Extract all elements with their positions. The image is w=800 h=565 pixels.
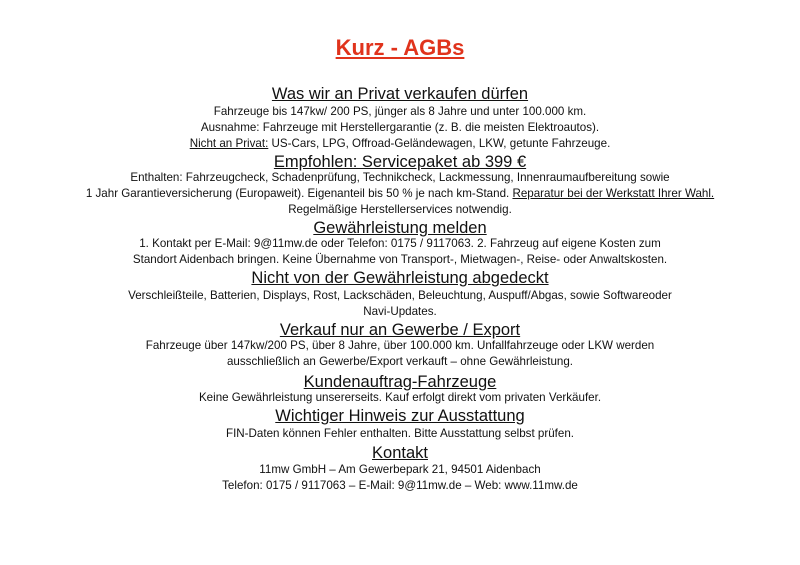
heading-private-sales: Was wir an Privat verkaufen dürfen: [271, 85, 529, 103]
contact-address: 11mw GmbH – Am Gewerbepark 21, 94501 Aidenbach: [259, 463, 541, 476]
heading-report-warranty: Gewährleistung melden: [313, 219, 487, 237]
trade-export-line-1: Fahrzeuge über 147kw/200 PS, über 8 Jahre, über 100.000 km. Unfallfahrzeuge oder LKW werden: [145, 339, 655, 352]
trade-export-line-2: ausschließlich an Gewerbe/Export verkauft – ohne Gewährleistung.: [226, 355, 574, 368]
not-private-list: US-Cars, LPG, Offroad-Geländewagen, LKW, getunte Fahrzeuge.: [268, 137, 611, 150]
not-private-label: Nicht an Privat:: [189, 137, 269, 150]
customer-order-line-1: Keine Gewährleistung unsererseits. Kauf erfolgt direkt vom privaten Verkäufer.: [198, 391, 602, 404]
heading-contact: Kontakt: [372, 444, 428, 462]
workshop-choice-note: Reparatur bei der Werkstatt Ihrer Wahl.: [512, 187, 715, 200]
heading-customer-order: Kundenauftrag-Fahrzeuge: [303, 373, 497, 391]
report-warranty-line-2: Standort Aidenbach bringen. Keine Übernahme von Transport-, Mietwagen-, Reise- oder Anwaltskosten.: [132, 253, 668, 266]
service-package-line-2: [0, 186, 800, 202]
equipment-notice-line-1: FIN-Daten können Fehler enthalten. Bitte Ausstattung selbst prüfen.: [225, 427, 575, 440]
private-sales-line-1: Fahrzeuge bis 147kw/ 200 PS, jünger als 8 Jahre und unter 100.000 km.: [213, 105, 587, 118]
report-warranty-line-1: 1. Kontakt per E-Mail: 9@11mw.de oder Telefon: 0175 / 9117063. 2. Fahrzeug auf eigene Kosten zum: [139, 237, 661, 250]
heading-service-package: Empfohlen: Servicepaket ab 399 €: [273, 153, 527, 171]
heading-trade-export: Verkauf nur an Gewerbe / Export: [279, 321, 521, 339]
service-package-warranty: 1 Jahr Garantieversicherung (Europaweit). Eigenanteil bis 50 % je nach km-Stand.: [85, 187, 513, 200]
not-covered-line-1: Verschleißteile, Batterien, Displays, Rost, Lackschäden, Beleuchtung, Auspuff/Abgas, sowie Softwareoder: [128, 289, 672, 302]
private-sales-line-2: Ausnahme: Fahrzeuge mit Herstellergarantie (z. B. die meisten Elektroautos).: [200, 121, 600, 134]
private-sales-line-3: [0, 136, 800, 152]
document-title: Kurz - AGBs: [335, 35, 465, 60]
service-package-line-1: Enthalten: Fahrzeugcheck, Schadenprüfung, Technikcheck, Lackmessung, Innenraumaufbereitung sowie: [130, 171, 670, 184]
heading-not-covered: Nicht von der Gewährleistung abgedeckt: [251, 269, 549, 287]
contact-details: Telefon: 0175 / 9117063 – E-Mail: 9@11mw.de – Web: www.11mw.de: [222, 479, 578, 492]
service-package-line-3: Regelmäßige Herstellerservices notwendig.: [288, 203, 512, 216]
not-covered-line-2: Navi-Updates.: [363, 305, 437, 318]
heading-equipment-notice: Wichtiger Hinweis zur Ausstattung: [275, 407, 525, 425]
